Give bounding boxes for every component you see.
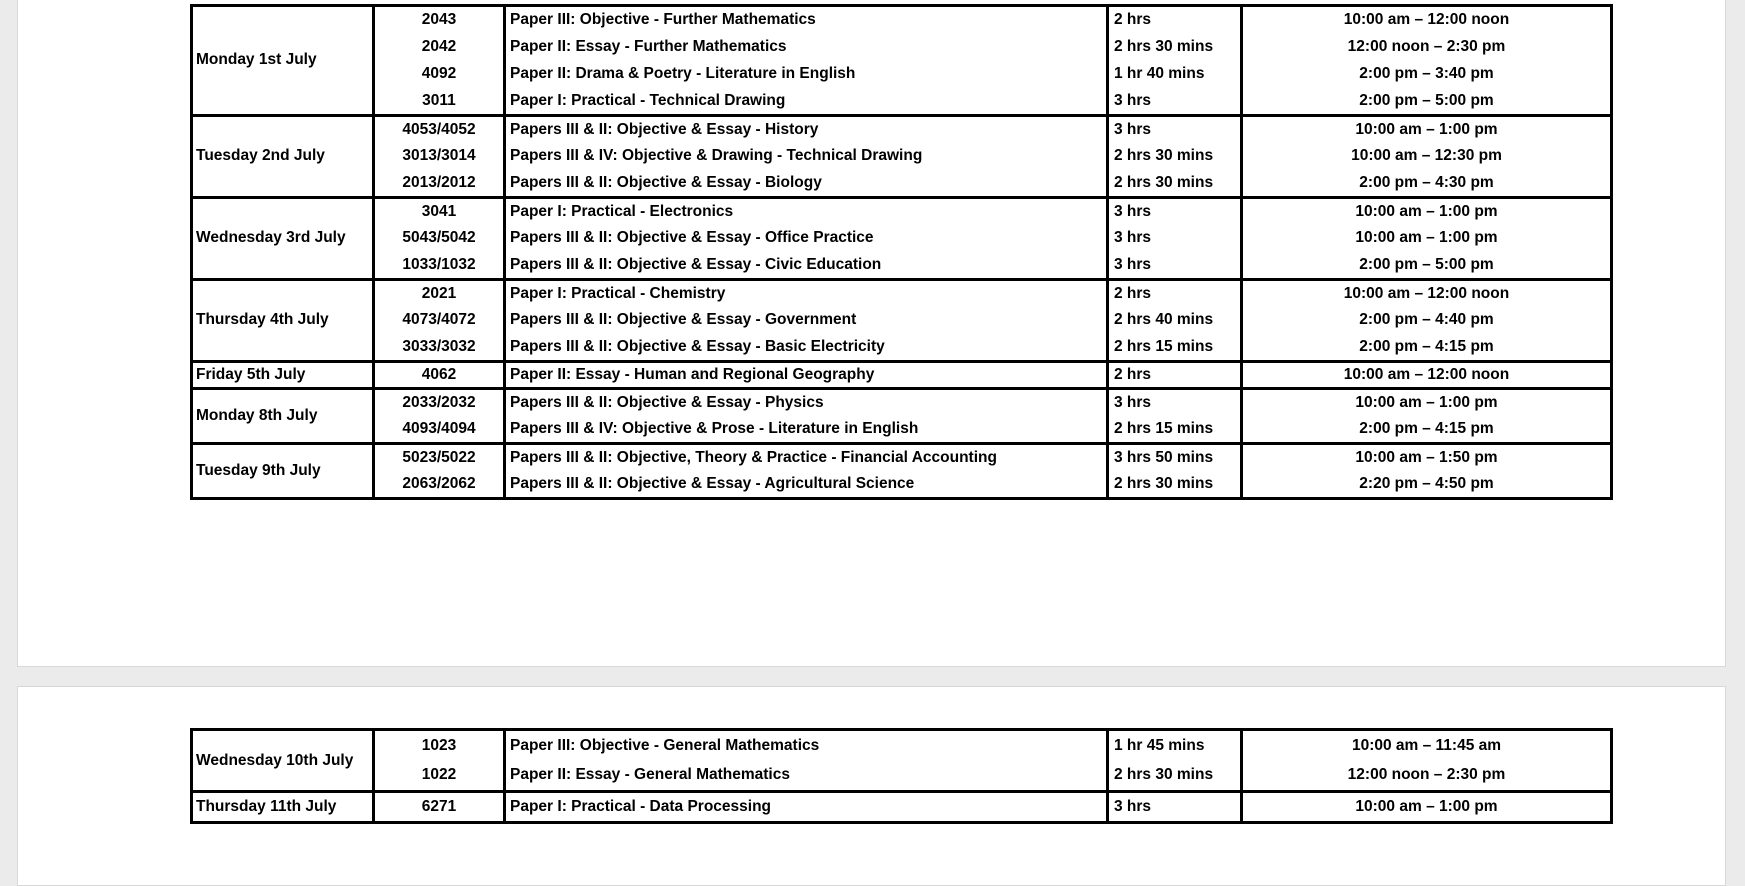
dur-cell: 2 hrs 30 mins [1108,33,1242,60]
code-cell: 1033/1032 [374,252,505,279]
code-cell: 3013/3014 [374,142,505,169]
day-cell: Tuesday 9th July [192,444,374,499]
code-cell: 6271 [374,792,505,823]
timetable-row [192,362,1612,389]
code-cell: 4053/4052 [374,115,505,142]
timetable-row [192,88,1612,115]
subject-cell: Paper II: Essay - Human and Regional Geography [505,362,1108,389]
code-cell: 3011 [374,88,505,115]
timetable-row [192,225,1612,252]
timetable-row [192,170,1612,197]
time-cell: 10:00 am – 12:30 pm [1242,142,1612,169]
time-cell: 12:00 noon – 2:30 pm [1242,33,1612,60]
timetable-row [192,115,1612,142]
subject-cell: Paper II: Essay - Further Mathematics [505,33,1108,60]
subject-cell: Papers III & II: Objective & Essay - Office Practice [505,225,1108,252]
timetable-row [192,279,1612,306]
code-cell: 1023 [374,730,505,761]
dur-cell: 2 hrs 30 mins [1108,761,1242,792]
timetable-row [192,6,1612,33]
code-cell: 4092 [374,60,505,87]
dur-cell: 3 hrs 50 mins [1108,444,1242,471]
day-cell: Wednesday 3rd July [192,197,374,279]
day-cell: Wednesday 10th July [192,730,374,792]
time-cell: 10:00 am – 1:00 pm [1242,225,1612,252]
time-cell: 2:20 pm – 4:50 pm [1242,471,1612,498]
dur-cell: 2 hrs [1108,362,1242,389]
dur-cell: 3 hrs [1108,225,1242,252]
time-cell: 10:00 am – 12:00 noon [1242,362,1612,389]
timetable-row [192,389,1612,416]
subject-cell: Papers III & II: Objective & Essay - Physics [505,389,1108,416]
day-group [192,362,1612,389]
subject-cell: Paper I: Practical - Electronics [505,197,1108,224]
dur-cell: 3 hrs [1108,252,1242,279]
timetable-row [192,444,1612,471]
code-cell: 3033/3032 [374,334,505,361]
time-cell: 2:00 pm – 4:15 pm [1242,416,1612,443]
code-cell: 4062 [374,362,505,389]
subject-cell: Papers III & II: Objective & Essay - Civic Education [505,252,1108,279]
time-cell: 10:00 am – 12:00 noon [1242,279,1612,306]
timetable-row [192,792,1612,823]
subject-cell: Paper I: Practical - Data Processing [505,792,1108,823]
subject-cell: Paper I: Practical - Technical Drawing [505,88,1108,115]
code-cell: 5023/5022 [374,444,505,471]
subject-cell: Papers III & II: Objective & Essay - Agricultural Science [505,471,1108,498]
timetable-row [192,33,1612,60]
day-group [192,389,1612,444]
code-cell: 2063/2062 [374,471,505,498]
subject-cell: Papers III & II: Objective, Theory & Practice - Financial Accounting [505,444,1108,471]
subject-cell: Papers III & IV: Objective & Prose - Literature in English [505,416,1108,443]
dur-cell: 3 hrs [1108,88,1242,115]
day-cell: Monday 1st July [192,6,374,116]
dur-cell: 2 hrs [1108,279,1242,306]
code-cell: 4073/4072 [374,307,505,334]
timetable-row [192,307,1612,334]
dur-cell: 2 hrs 30 mins [1108,142,1242,169]
dur-cell: 1 hr 40 mins [1108,60,1242,87]
dur-cell: 2 hrs 15 mins [1108,416,1242,443]
time-cell: 2:00 pm – 5:00 pm [1242,252,1612,279]
exam-timetable-page-1 [190,4,1613,500]
subject-cell: Paper III: Objective - General Mathematics [505,730,1108,761]
day-cell: Tuesday 2nd July [192,115,374,197]
day-group [192,115,1612,197]
subject-cell: Paper III: Objective - Further Mathematics [505,6,1108,33]
day-group [192,444,1612,499]
code-cell: 2043 [374,6,505,33]
time-cell: 2:00 pm – 4:30 pm [1242,170,1612,197]
time-cell: 2:00 pm – 5:00 pm [1242,88,1612,115]
time-cell: 12:00 noon – 2:30 pm [1242,761,1612,792]
time-cell: 10:00 am – 1:50 pm [1242,444,1612,471]
day-group [192,6,1612,116]
subject-cell: Papers III & II: Objective & Essay - Biology [505,170,1108,197]
code-cell: 2042 [374,33,505,60]
code-cell: 3041 [374,197,505,224]
time-cell: 10:00 am – 11:45 am [1242,730,1612,761]
code-cell: 2021 [374,279,505,306]
dur-cell: 2 hrs 30 mins [1108,471,1242,498]
timetable-row [192,761,1612,792]
document-page-2 [17,686,1726,886]
subject-cell: Papers III & II: Objective & Essay - Government [505,307,1108,334]
dur-cell: 2 hrs 30 mins [1108,170,1242,197]
dur-cell: 1 hr 45 mins [1108,730,1242,761]
day-cell: Thursday 11th July [192,792,374,823]
subject-cell: Paper I: Practical - Chemistry [505,279,1108,306]
day-cell: Thursday 4th July [192,279,374,361]
timetable-row [192,471,1612,498]
time-cell: 10:00 am – 12:00 noon [1242,6,1612,33]
time-cell: 2:00 pm – 3:40 pm [1242,60,1612,87]
time-cell: 10:00 am – 1:00 pm [1242,115,1612,142]
timetable-row [192,416,1612,443]
subject-cell: Paper II: Drama & Poetry - Literature in English [505,60,1108,87]
subject-cell: Paper II: Essay - General Mathematics [505,761,1108,792]
timetable-row [192,197,1612,224]
time-cell: 10:00 am – 1:00 pm [1242,197,1612,224]
day-group [192,730,1612,792]
day-group [192,792,1612,823]
timetable-row [192,252,1612,279]
code-cell: 1022 [374,761,505,792]
subject-cell: Papers III & IV: Objective & Drawing - Technical Drawing [505,142,1108,169]
code-cell: 2013/2012 [374,170,505,197]
timetable-row [192,730,1612,761]
dur-cell: 3 hrs [1108,792,1242,823]
time-cell: 10:00 am – 1:00 pm [1242,792,1612,823]
exam-timetable-page-2 [190,728,1613,824]
time-cell: 2:00 pm – 4:15 pm [1242,334,1612,361]
dur-cell: 3 hrs [1108,115,1242,142]
day-group [192,279,1612,361]
subject-cell: Papers III & II: Objective & Essay - History [505,115,1108,142]
timetable-row [192,60,1612,87]
day-cell: Monday 8th July [192,389,374,444]
dur-cell: 3 hrs [1108,197,1242,224]
day-group [192,197,1612,279]
document-page-1 [17,0,1726,667]
day-cell: Friday 5th July [192,362,374,389]
time-cell: 2:00 pm – 4:40 pm [1242,307,1612,334]
subject-cell: Papers III & II: Objective & Essay - Basic Electricity [505,334,1108,361]
timetable-row [192,334,1612,361]
dur-cell: 2 hrs 40 mins [1108,307,1242,334]
code-cell: 2033/2032 [374,389,505,416]
timetable-row [192,142,1612,169]
dur-cell: 3 hrs [1108,389,1242,416]
code-cell: 4093/4094 [374,416,505,443]
time-cell: 10:00 am – 1:00 pm [1242,389,1612,416]
dur-cell: 2 hrs [1108,6,1242,33]
dur-cell: 2 hrs 15 mins [1108,334,1242,361]
code-cell: 5043/5042 [374,225,505,252]
